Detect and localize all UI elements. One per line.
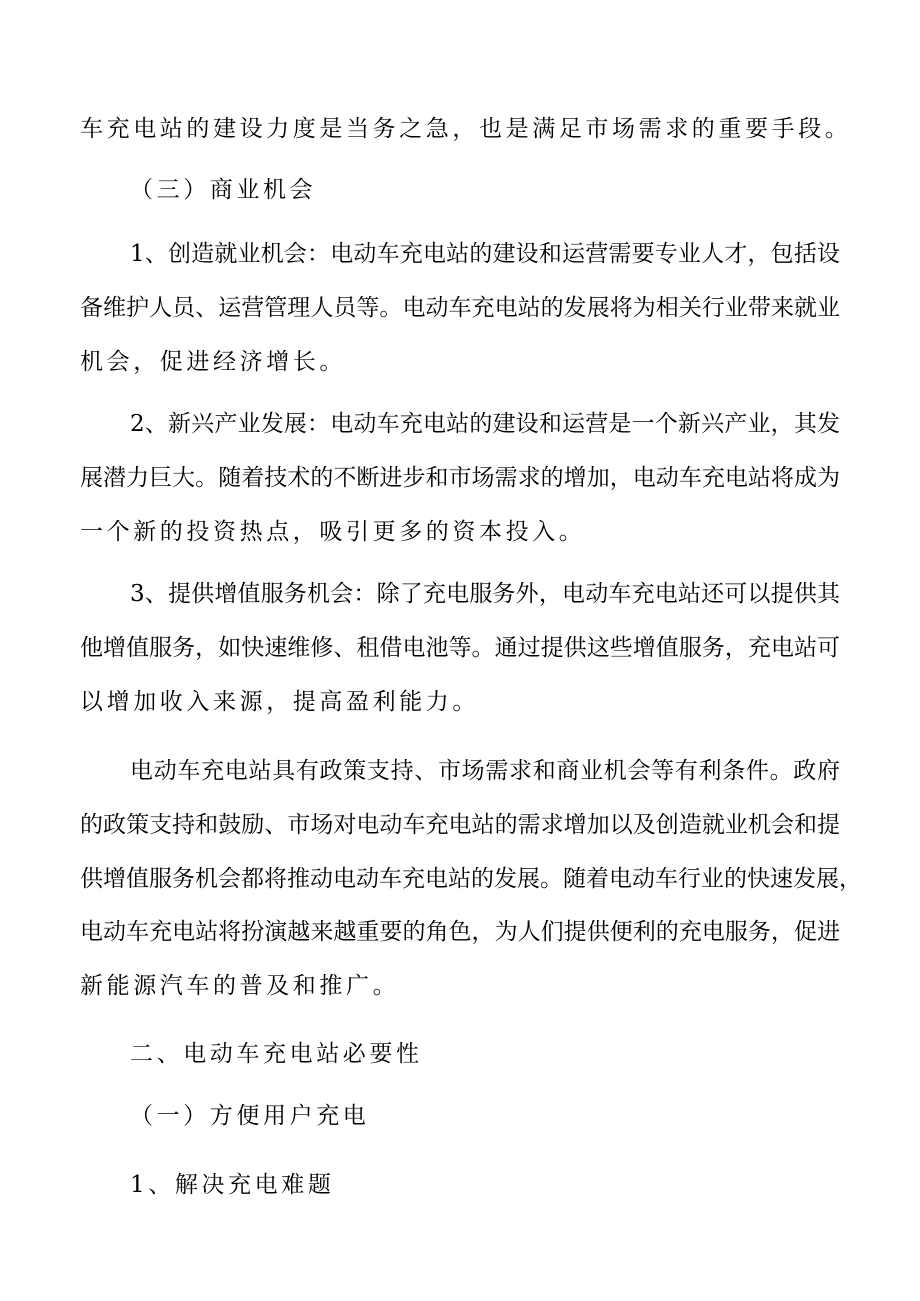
item-1-line-2: 备维护人员、运营管理人员等。电动车充电站的发展将为相关行业带来就业 bbox=[80, 295, 840, 321]
item-3-line-3: 以增加收入来源，提高盈利能力。 bbox=[80, 689, 479, 715]
chapter-heading-necessity: 二、电动车充电站必要性 bbox=[130, 1041, 423, 1067]
summary-line-3: 供增值服务机会都将推动电动车充电站的发展。随着电动车行业的快速发展， bbox=[80, 866, 862, 892]
item-1-line-3: 机会，促进经济增长。 bbox=[80, 349, 346, 375]
item-2-line-2: 展潜力巨大。随着技术的不断进步和市场需求的增加，电动车充电站将成为 bbox=[80, 465, 840, 491]
paragraph-continuation-line: 车充电站的建设力度是当务之急，也是满足市场需求的重要手段。 bbox=[80, 116, 852, 142]
section-heading-business-opportunity: （三）商业机会 bbox=[130, 177, 317, 203]
item-2-line-1: 2、新兴产业发展：电动车充电站的建设和运营是一个新兴产业，其发 bbox=[130, 411, 840, 437]
summary-line-5: 新能源汽车的普及和推广。 bbox=[80, 973, 400, 999]
subheading-solve-charging-difficulty: 1、解决充电难题 bbox=[130, 1172, 335, 1198]
item-1-line-1: 1、创造就业机会：电动车充电站的建设和运营需要专业人才，包括设 bbox=[130, 241, 840, 267]
item-2-line-3: 一个新的投资热点，吸引更多的资本投入。 bbox=[80, 519, 586, 545]
item-3-line-2: 他增值服务，如快速维修、租借电池等。通过提供这些增值服务，充电站可 bbox=[80, 635, 840, 661]
summary-line-4: 电动车充电站将扮演越来越重要的角色，为人们提供便利的充电服务，促进 bbox=[80, 919, 840, 945]
summary-line-2: 的政策支持和鼓励、市场对电动车充电站的需求增加以及创造就业机会和提 bbox=[80, 812, 840, 838]
summary-line-1: 电动车充电站具有政策支持、市场需求和商业机会等有利条件。政府 bbox=[130, 758, 840, 784]
section-heading-convenient-charging: （一）方便用户充电 bbox=[130, 1103, 370, 1129]
item-3-line-1: 3、提供增值服务机会：除了充电服务外，电动车充电站还可以提供其 bbox=[130, 581, 840, 607]
